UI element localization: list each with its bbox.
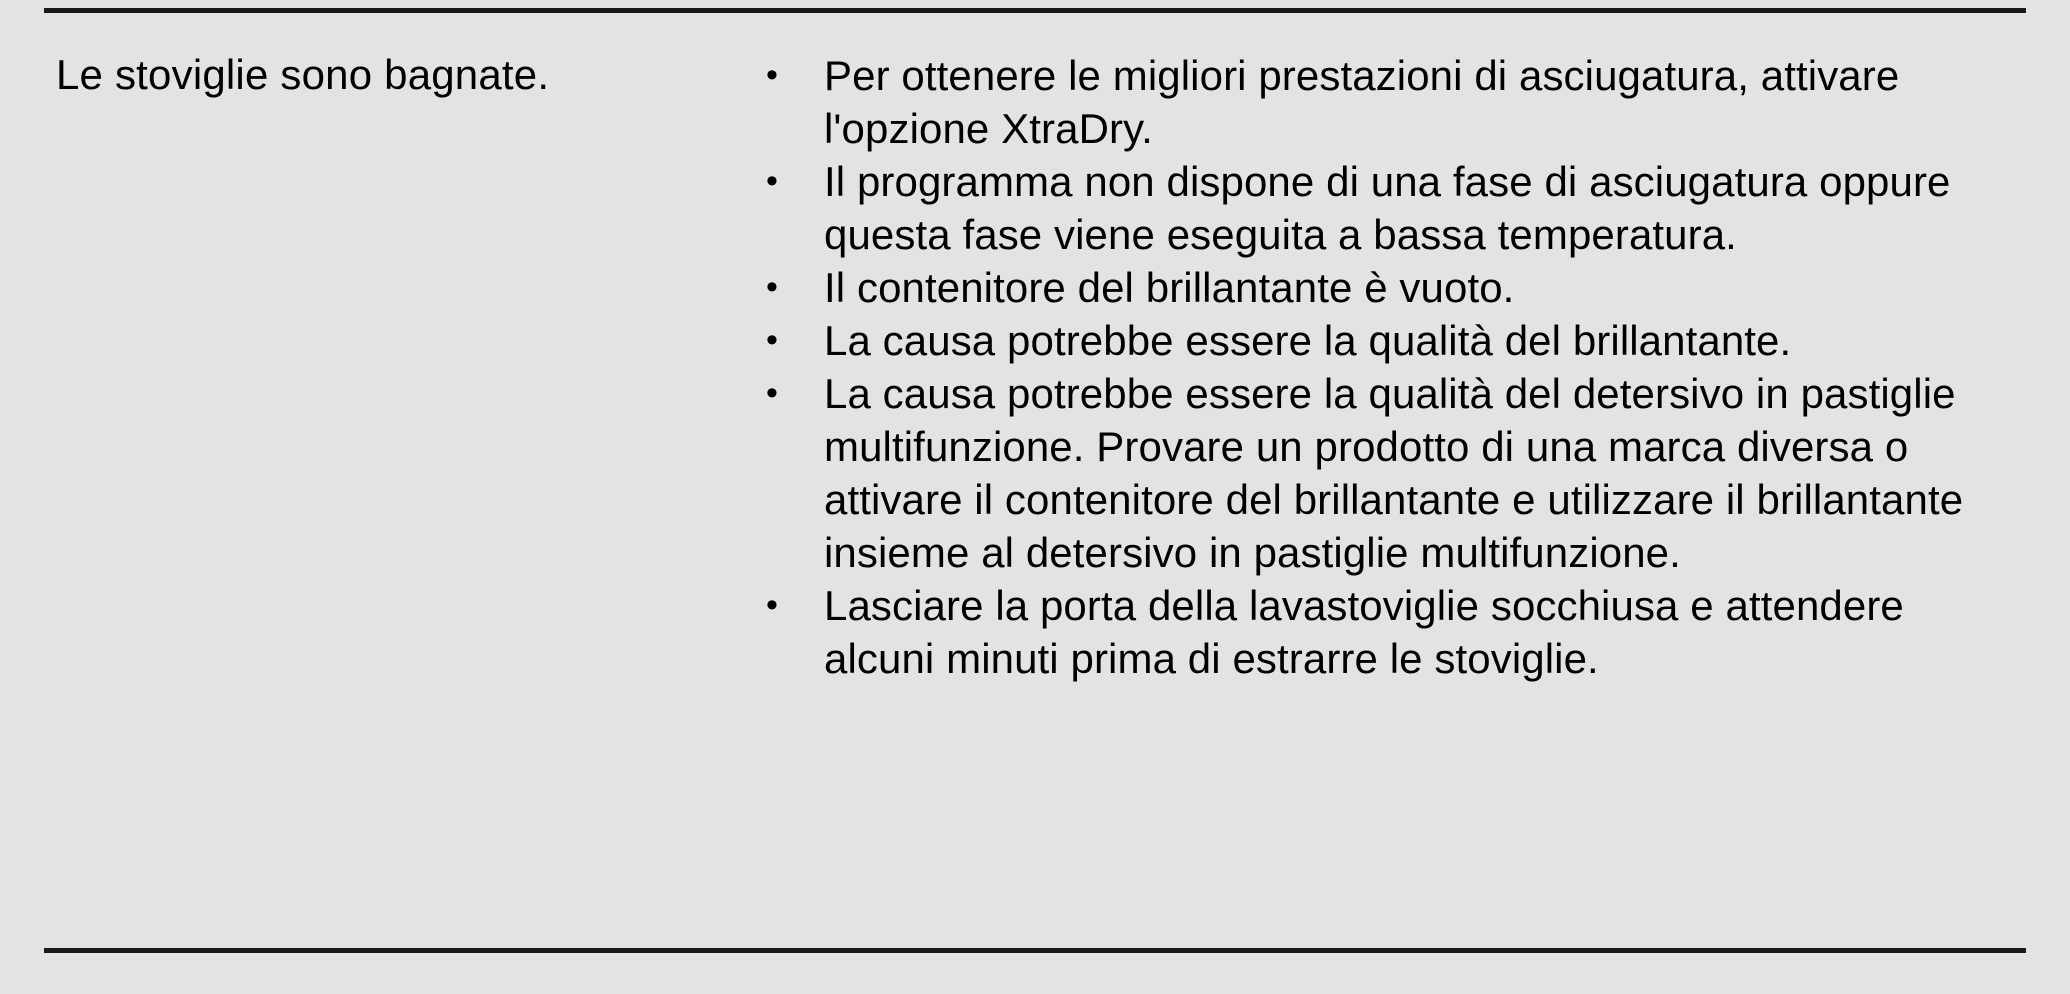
bullet-icon: •: [766, 586, 779, 624]
bullet-icon: •: [766, 321, 779, 359]
troubleshooting-table: [44, 13, 2026, 948]
bullet-icon: •: [766, 56, 779, 94]
list-item: [744, 261, 2016, 314]
list-item: [744, 367, 2016, 579]
cause-list: [744, 49, 2016, 685]
list-item: [744, 579, 2016, 685]
causes-column: [744, 13, 2026, 685]
list-item-text: La causa potrebbe essere la qualità del brillantante.: [824, 317, 1792, 364]
symptom-text: Le stoviglie sono bagnate.: [56, 51, 550, 98]
list-item-text: Il contenitore del brillantante è vuoto.: [824, 264, 1515, 311]
bullet-icon: •: [766, 374, 779, 412]
symptom-column: [44, 13, 744, 101]
table-bottom-border: [44, 948, 2026, 953]
list-item: [744, 314, 2016, 367]
list-item-text: Lasciare la porta della lavastoviglie socchiusa e attendere alcuni minuti prima di estrarre le stoviglie.: [824, 582, 1904, 682]
list-item-text: Il programma non dispone di una fase di asciugatura oppure questa fase viene eseguita a bassa temperatura.: [824, 158, 1951, 258]
list-item-text: Per ottenere le migliori prestazioni di asciugatura, attivare l'opzione XtraDry.: [824, 52, 1900, 152]
list-item: [744, 49, 2016, 155]
list-item-text: La causa potrebbe essere la qualità del detersivo in pastiglie multifunzione. Provare un prodotto di una marca diversa o attivare il contenitore del brillantante e utilizzare il brillantante insieme al detersivo in pastiglie multifunzione.: [824, 370, 1964, 576]
list-item: [744, 155, 2016, 261]
bullet-icon: •: [766, 268, 779, 306]
bullet-icon: •: [766, 162, 779, 200]
